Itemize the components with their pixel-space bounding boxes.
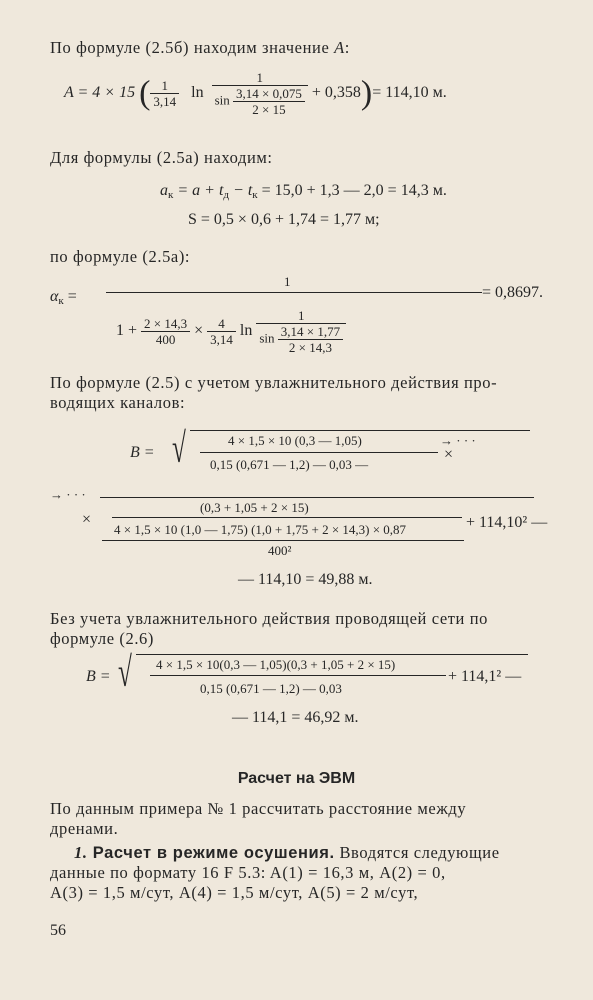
arrow-1: → · · · bbox=[440, 433, 476, 448]
fraction-2x14-3: $\frac{2 \times 14,3}{400}$ bbox=[141, 316, 190, 347]
text-line-9: дренами. bbox=[50, 819, 119, 838]
text-line-10: 1. Расчет в режиме осушения. Вводятся следующие bbox=[74, 843, 500, 862]
eq5-num: 4 × 1,5 × 10(0,3 — 1,05)(0,3 + 1,05 + 2 × 15) bbox=[156, 657, 396, 672]
text-line-2: Для формулы (2.5а) находим: bbox=[50, 148, 273, 167]
eq4-num2: (0,3 + 1,05 + 2 × 15) bbox=[200, 500, 309, 515]
eq3-numerator: 1 bbox=[284, 274, 291, 289]
eq1-result: = 114,10 м. bbox=[372, 84, 447, 102]
text-line-4: По формуле (2.5) с учетом увлажнительного действия про- bbox=[50, 373, 498, 392]
eq4-bar3 bbox=[102, 540, 464, 541]
eq5-den: 0,15 (0,671 — 1,2) — 0,03 bbox=[200, 681, 342, 696]
sqrt-overbar-2 bbox=[100, 497, 534, 498]
page-number: 56 bbox=[50, 922, 66, 939]
text-line-1 bbox=[50, 38, 350, 58]
sqrt-overbar-3 bbox=[136, 654, 528, 655]
eq4-den1: 0,15 (0,671 — 1,2) — 0,03 — bbox=[210, 457, 369, 472]
eq3-denominator: 1 + $\frac{2 \times 14,3}{400}$ × $\frac{4}{3,14}$ ln 1 sin $\frac{3,14 \times 1,77}{2 \times 14,3}$ bbox=[116, 308, 346, 355]
equation-ak: $a_к = a + t_д - t_к = 15,0 + 1,3$ — 2,0 = 14,3 м. bbox=[160, 182, 447, 201]
left-paren: ( bbox=[139, 74, 151, 112]
alpha-lhs: $\alpha_к$ = bbox=[50, 288, 77, 307]
fraction-sin-arg: $\frac{3,14 \times 0,075}{2 \times 15}$ bbox=[233, 86, 305, 117]
right-paren: ) bbox=[360, 74, 373, 112]
equation-S: S = 0,5 × 0,6 + 1,74 = 1,77 м; bbox=[188, 211, 380, 228]
text-line-8: По данным примера № 1 рассчитать расстояние между bbox=[50, 799, 467, 818]
eq5-tail: + 114,1² — bbox=[448, 668, 522, 685]
eq4-bar2 bbox=[112, 517, 462, 518]
fraction-4-3-14: $\frac{4}{3,14}$ bbox=[207, 316, 236, 347]
sin-denominator: sin $\frac{3,14 \times 0,075}{2 \times 15}$ bbox=[212, 86, 308, 117]
sqrt-sign-2: √ bbox=[118, 650, 132, 696]
text-line-7: формуле (2.6) bbox=[50, 629, 155, 648]
eq4-den3: 400² bbox=[268, 543, 292, 558]
arrow-2: → · · · bbox=[50, 487, 86, 502]
sqrt-overbar-1 bbox=[190, 430, 530, 431]
eq4-times1: × bbox=[444, 446, 454, 463]
fraction-1-3-14: $\frac{1}{3,14}$ bbox=[150, 78, 179, 109]
ln-label: ln bbox=[191, 84, 204, 102]
eq4-bar1 bbox=[200, 452, 438, 453]
eq5-bar bbox=[150, 675, 446, 676]
text-line-11: данные по формату 16 F 5.3: A(1) = 16,3 м, A(2) = 0, bbox=[50, 863, 446, 882]
text-line-3: по формуле (2.5а): bbox=[50, 247, 191, 266]
eq3-result: = 0,8697. bbox=[482, 284, 544, 301]
text-line-12: A(3) = 1,5 м/сут, A(4) = 1,5 м/сут, A(5) = 2 м/сут, bbox=[50, 883, 419, 902]
eq4-final: — 114,10 = 49,88 м. bbox=[238, 571, 373, 588]
text-span: : bbox=[344, 38, 350, 57]
var-a: A bbox=[334, 38, 345, 57]
eq4-lhs: B = bbox=[130, 444, 155, 461]
fraction-1-over-sin-2: 1 sin $\frac{3,14 \times 1,77}{2 \times 14,3}$ bbox=[256, 308, 346, 355]
eq4-times2: × bbox=[82, 511, 92, 528]
text-span: По формуле (2.5б) находим значение bbox=[50, 38, 335, 57]
text-line-6: Без учета увлажнительного действия проводящей сети по bbox=[50, 609, 488, 628]
eq4-tail: + 114,10² — bbox=[466, 514, 548, 531]
eq4-num1: 4 × 1,5 × 10 (0,3 — 1,05) bbox=[228, 433, 362, 448]
eq1-tail: + 0,358 bbox=[311, 84, 361, 102]
fraction-sin-arg-2: $\frac{3,14 \times 1,77}{2 \times 14,3}$ bbox=[278, 324, 343, 355]
eq5-lhs: B = bbox=[86, 668, 111, 685]
eq3-main-bar bbox=[106, 292, 482, 293]
section-heading: Расчет на ЭВМ bbox=[237, 770, 356, 787]
eq1-lhs: A = 4 × 15 bbox=[64, 84, 136, 102]
sqrt-sign-1: √ bbox=[172, 426, 186, 472]
equation-A bbox=[64, 70, 447, 117]
eq4-den2: 4 × 1,5 × 10 (1,0 — 1,75) (1,0 + 1,75 + 2 × 14,3) × 0,87 bbox=[114, 522, 407, 537]
eq5-final: — 114,1 = 46,92 м. bbox=[232, 709, 359, 726]
fraction-1-over-sin: 1 sin $\frac{3,14 \times 0,075}{2 \times 15}$ bbox=[212, 70, 308, 117]
text-line-5: водящих каналов: bbox=[50, 393, 186, 412]
